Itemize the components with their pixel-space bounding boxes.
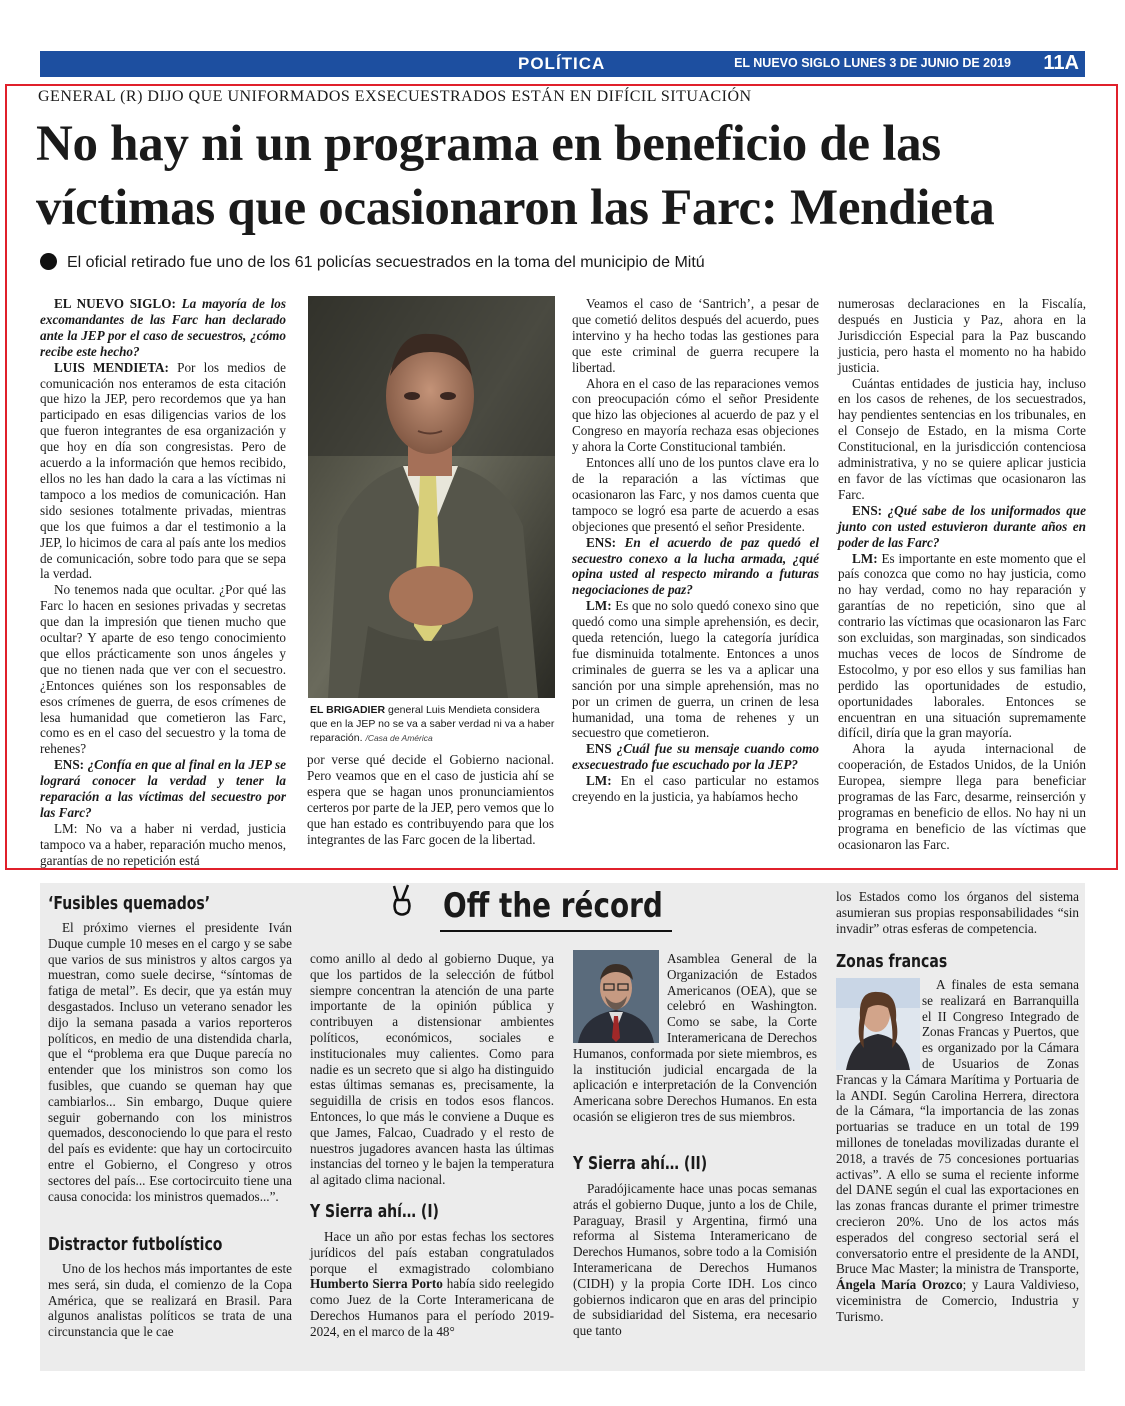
newspaper-date-line: EL NUEVO SIGLO LUNES 3 DE JUNIO DE 2019	[734, 56, 1011, 70]
sierra-1-text: Hace un año por estas fechas los sectores jurídicos del país estaban congratulados porque el exmagistrado colombiano Humberto Sierra Porto había sido reelegido como Juez de la Corte Interamericana de Derechos Humanos para el período 2019-2024, en el marco de la 48°	[310, 1229, 554, 1339]
photo-spacer	[573, 951, 667, 1045]
article-headline	[36, 112, 1106, 240]
article-kicker: GENERAL (R) DIJO QUE UNIFORMADOS EXSECUESTRADOS ESTÁN EN DIFÍCIL SITUACIÓN	[38, 88, 752, 105]
page-header-bar	[40, 51, 1085, 77]
sierra-2-heading: Y Sierra ahí… (II)	[573, 1153, 708, 1174]
caption-text: general Luis Mendieta considera que en la JEP no se va a saber verdad ni va a haber reparación.	[310, 704, 555, 744]
sierra-name: Humberto Sierra Porto	[310, 1276, 443, 1292]
paragraph-text: Es importante en este momento que el país conozca que como no hay justicia, como no hay verdad, como no hay reparación y garantías de no repetición, sino que al contrario las víctimas que ocasionaron las Farc son excluidas, son marginadas, son sindicados muchas veces de locos de Síndrome de Estocolmo, y por eso ellos y sus familias han perdido las oportunidades de estudio, oportunidades laborales. Entonces se encuentran en una situación supremamente difícil, diría que la gran mayoría.	[838, 550, 1086, 741]
paragraph-text: ¿Qué sabe de los uniformados que junto con usted estuvieron durante años en poder de las Farc?	[838, 502, 1086, 550]
article-column-4	[838, 296, 1086, 853]
interview-paragraph	[40, 360, 286, 583]
interview-paragraph	[40, 821, 286, 869]
paragraph-text: Veamos el caso de ‘Santrich’, a pesar de que cometió delitos después del acuerdo, pues intervino y ha hecho todas las gestiones para que este criminal de guerra recupere la libertad.	[572, 296, 819, 375]
interview-paragraph	[572, 376, 819, 456]
interview-question	[572, 741, 819, 773]
fusibles-heading: ‘Fusibles quemados’	[48, 893, 211, 914]
speaker-label: ENS:	[586, 534, 617, 550]
orozco-name: Ángela María Orozco	[836, 1277, 963, 1293]
article-column-2	[307, 752, 554, 847]
headline-line-1: No hay ni un programa en beneficio de las	[36, 116, 941, 172]
zonas-francas-text: A finales de esta semana se realizará en Barranquilla el II Congreso Integrado de Zonas Francas y Puertos, que es organizado por la Cámara de Usuarios de Zonas Francas y la Cámara Marítima y Portuaria de la ANDI. Según Carolina Herrera, directora de la Cámara, “la importancia de las zonas portuarias se traduce en un total de 199 millones de toneladas movilizadas durante el 2018, a través de 75 concesiones portuarias activas”. A ello se suma el reciente informe del DANE según el cual las exportaciones en las zonas francas durante el primer trimestre crecieron 20%. Uno de los actos más esperados del congreso sectorial será el conversatorio entre el presidente de la ANDI, Bruce Mac Master; la ministra de Transporte, Ángela María Orozco; y Laura Valdivieso, viceministra de Comercio, Industria y Turismo.	[836, 977, 1079, 1324]
interview-paragraph	[838, 741, 1086, 852]
interview-question	[838, 503, 1086, 551]
paragraph-text: numerosas declaraciones en la Fiscalía, después en Justicia y Paz, ahora en la Jurisdicción Especial para la Paz buscando justicia, pero hasta el momento no ha habido justicia.	[838, 296, 1086, 375]
subhead-text: El oficial retirado fue uno de los 61 policías secuestrados en la toma del municipio de Mitú	[67, 254, 705, 271]
paragraph-text: No tenemos nada que ocultar. ¿Por qué las Farc lo hacen en sesiones privadas y secretas que dan la impresión que tienen mucho que ocultar? Y aparte de eso tengo conocimiento que ellos prácticamente son unos ángeles y que no tienen nada que ver con el secuestro. ¿Entonces quiénes son los responsables de esos crímenes de guerra, de esos crímenes de lesa humanidad que cometieron las Farc, como es en el caso del secuestro y la toma de rehenes?	[40, 582, 286, 757]
paragraph-text: En el caso particular no estamos creyendo en la justicia, ya habíamos hecho	[572, 773, 819, 805]
article-subhead	[40, 253, 705, 272]
section-name: POLÍTICA	[518, 54, 606, 73]
article-column-3	[572, 296, 819, 805]
paragraph-text: Cuántas entidades de justicia hay, incluso en los casos de rehenes, de los secuestrados, hay pendientes sentencias en los tribunales, en el Consejo de Estado, en la misma Corte Constitucional, en la jurisdicción contenciosa administrativa, y no se quiere aplicar justicia en favor de las víctimas que ocasionaron las Farc.	[838, 375, 1086, 502]
off-the-record-title: Off the récord	[443, 886, 663, 926]
paragraph-text: Por los medios de comunicación nos enteramos de esta citación que hizo la JEP, pero recordemos que ya han participado en esas diligencias varios de los que fueron integrantes de esa organización y que hoy en día son congresistas. Pero de acuerdo a la información que hemos recibido, ellos no les han dado la cara a las víctimas ni tampoco a los medios de comunicación. Han sido sesiones totalmente privadas, mientras que los que fuimos a dar el testimonio a la JEP, lo hicimos de cara al país ante los medios de comunicación, sobre todo para que se sepa la verdad.	[40, 359, 286, 582]
speaker-label: LM:	[586, 773, 612, 789]
photo-credit: /Casa de América	[365, 733, 433, 743]
headline-line-2: víctimas que ocasionaron las Farc: Mendieta	[36, 180, 995, 236]
interview-paragraph	[838, 551, 1086, 742]
distractor-heading: Distractor futbolístico	[48, 1234, 223, 1255]
title-underline	[440, 930, 672, 932]
mendieta-photo	[308, 296, 555, 698]
sierra-2-continued: los Estados como los órganos del sistema asumieran sus propias responsabilidades “sin invadir” otras esferas de competencia.	[836, 889, 1079, 936]
portrait-illustration	[308, 296, 555, 698]
speaker-label: ENS:	[54, 757, 85, 773]
paragraph-text: La mayoría de los excomandantes de las Farc han declarado ante la JEP por el caso de secuestros, ¿cómo recibe este hecho?	[40, 296, 286, 359]
speaker-label: LUIS MENDIETA:	[54, 359, 169, 375]
interview-question	[40, 757, 286, 821]
zonas-francas-heading: Zonas francas	[836, 951, 948, 972]
paragraph-text: por verse qué decide el Gobierno nacional. Pero veamos que en el caso de justicia ahí se espera que se hagan unos pronunciamientos certeros por parte de la JEP, pero vemos que lo que han estado es contribuyendo para que los integrantes de las Farc gocen de la libertad.	[307, 752, 554, 847]
speaker-label: ENS:	[852, 502, 883, 518]
speaker-label: LM:	[852, 550, 878, 566]
speaker-label: EL NUEVO SIGLO:	[54, 296, 176, 311]
speaker-label: ENS	[586, 741, 612, 757]
interview-question	[572, 535, 819, 599]
page-number: 11A	[1043, 52, 1079, 74]
interview-paragraph	[40, 582, 286, 757]
photo-caption	[310, 703, 556, 745]
paragraph-text: ¿Confía en que al final en la JEP se logrará conocer la verdad y tener la reparación a las víctimas del secuestro por las Farc?	[40, 757, 286, 820]
sierra-2-text: Paradójicamente hace unas pocas semanas atrás el gobierno Duque, junto a los de Chile, Paraguay, Brasil y Argentina, firmó una reforma al Sistema Interamericano de Derechos Humanos, sobre todo a la Comisión Interamericana de Derechos Humanos (CIDH) y la propia Corte IDH. Los cinco gobiernos indicaron que en aras del principio de subsidiaridad del Sistema, era necesario que tanto	[573, 1181, 817, 1339]
interview-paragraph	[307, 752, 554, 847]
caption-lead: EL BRIGADIER	[310, 704, 386, 716]
interview-question	[40, 296, 286, 360]
distractor-continued-text: como anillo al dedo al gobierno Duque, ya que los partidos de la selección de fútbol siempre concentran la atención de una parte importante de la opinión pública y contribuyen a distensionar ambientes políticos, económicos, sociales e institucionales muy calientes. Como para nadie es un secreto que si algo ha distinguido estas últimas semanas es, precisamente, la seguidilla de crisis en todos esos flancos. Entonces, lo que más le conviene a Duque es que James, Falcao, Cuadrado y el resto de nuestros jugadores avancen hasta las últimas instancias del torneo y le bajen la temperatura al agitado clima nacional.	[310, 951, 554, 1188]
distractor-text: Uno de los hechos más importantes de este mes será, sin duda, el comienzo de la Copa América, que se realizará en Brasil. Para algunos analistas políticos se trata de una circunstancia que le cae	[48, 1261, 292, 1340]
paragraph-text: Entonces allí uno de los puntos clave era lo de la reparación a las víctimas que ocasionaron las Farc, y nos damos cuenta que tampoco se logró esa parte de acuerdo a esas objeciones que presentó el señor Presidente.	[572, 455, 819, 534]
paragraph-text: ¿Cuál fue su mensaje cuando como exsecuestrado fue escuchado por la JEP?	[572, 741, 819, 773]
interview-paragraph	[838, 296, 1086, 376]
interview-paragraph	[572, 773, 819, 805]
asamblea-text: Asamblea General de la Organización de Estados Americanos (OEA), que se celebró en Washington. Como se sabe, la Corte Interamericana de Derechos Humanos, conformada por siete miembros, es la institución judicial encargada de la aplicación e interpretación de la Convención Americana sobre Derechos Humanos. En esta ocasión se eligieron tres de sus miembros.	[573, 951, 817, 1124]
sierra-1-heading: Y Sierra ahí… (I)	[310, 1201, 439, 1222]
interview-paragraph	[572, 598, 819, 741]
paragraph-text: LM: No va a haber ni verdad, justicia tampoco va a haber, reparación mucho menos, garantías de no repetición está	[40, 820, 286, 868]
interview-paragraph	[838, 376, 1086, 503]
interview-paragraph	[572, 296, 819, 376]
victory-hand-icon	[388, 882, 416, 923]
photo-spacer	[836, 977, 922, 1071]
paragraph-text: En el acuerdo de paz quedó el secuestro conexo a la lucha armada, ¿qué opina usted al respecto mirando a futuras negociaciones de paz?	[572, 534, 819, 598]
interview-paragraph	[572, 455, 819, 535]
fusibles-text: El próximo viernes el presidente Iván Duque cumple 10 meses en el cargo y se sabe que varios de sus ministros y altos cargos ya muestran, como suele decirse, “síntomas de fatiga de metal”. Es decir, que ya están muy desgastados. Incluso un veterano senador les dijo la semana pasada a varios reporteros políticos, en medio de una distendida charla, que el “problema era que Duque parecía no entender que los ministros son como los fusibles, que cuando se queman hay que cambiarlos... Sin embargo, Duque quiere seguir gobernando con los ministros quemados, desconociendo lo que para el resto del país es evidente: que hay un cortocircuito entre el Gobierno, el Congreso y otros sectores del país... Ese cortocircuito tiene una causa conocida: los ministros quemados...”.	[48, 920, 292, 1204]
paragraph-text: Ahora en el caso de las reparaciones vemos con preocupación cómo el señor Presidente que hizo las objeciones al acuerdo de paz y el Congreso en mayoría rechaza esas objeciones y ahora la Corte Constitucional también.	[572, 375, 819, 455]
paragraph-text: Ahora la ayuda internacional de cooperación, de Estados Unidos, de la Unión Europea, siempre llega para beneficiar programas de las Farc, desarme, reinserción y programas en beneficio de ellos. No hay ni un programa en beneficio de las víctimas que ocasionaron las Farc.	[838, 741, 1086, 852]
paragraph-text: Es que no solo quedó conexo sino que quedó como una simple aprehensión, es decir, queda retención, luego la categoría jurídica fue disminuida totalmente. Entonces a unos criminales de guerra se les va a aplicar una sanción por una simple aprehensión, mas no por un crimen de guerra, un crinen de lesa humanidad, una toma de rehenes y un secuestro que cometieron.	[572, 598, 819, 741]
bullet-icon	[40, 253, 57, 270]
article-column-1	[40, 296, 286, 869]
speaker-label: LM:	[586, 598, 612, 614]
